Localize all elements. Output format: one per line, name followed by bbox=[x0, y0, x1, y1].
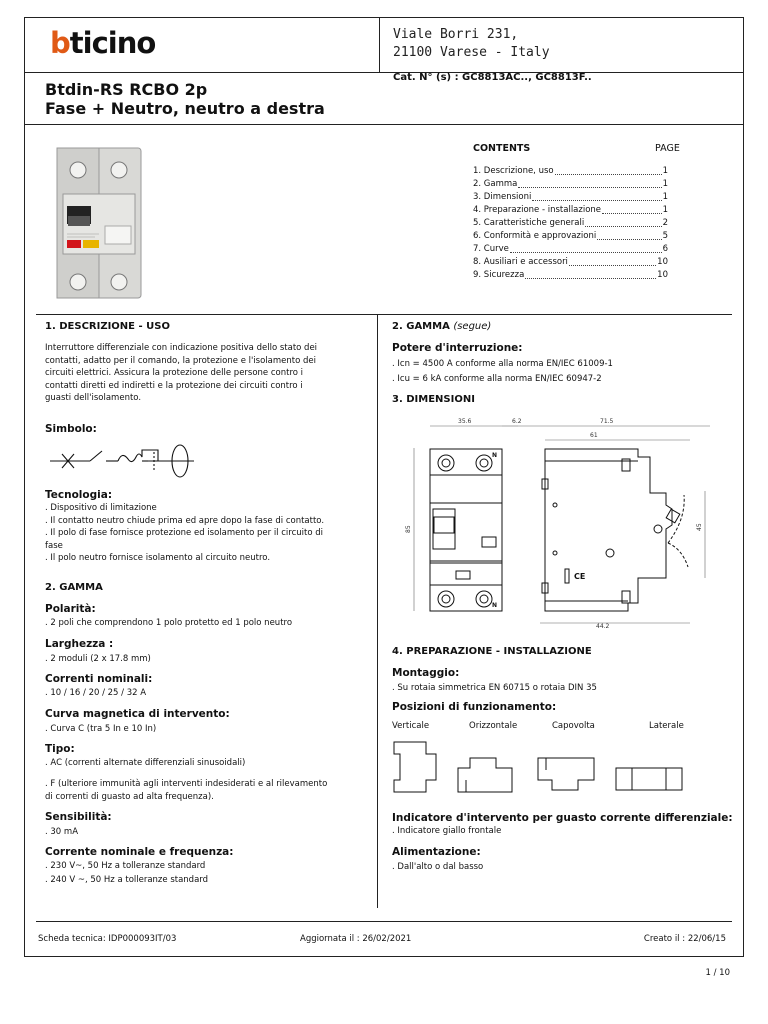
tipo-value-ac: . AC (correnti alternate differenziali sinusoidali) bbox=[45, 758, 246, 768]
footer-creato: Creato il : 22/06/15 bbox=[643, 934, 726, 944]
dimension-drawing bbox=[400, 413, 720, 635]
indicatore-label: Indicatore d'intervento per guasto corrente differenziale: bbox=[392, 812, 733, 824]
section-title-gamma-segue: 2. GAMMA (segue) bbox=[392, 321, 492, 332]
alimentazione-label: Alimentazione: bbox=[392, 846, 481, 858]
tecnologia-text: . Dispositivo di limitazione . Il contatto neutro chiude prima ed apre dopo la fase di contatto. . Il polo di fase fornisce protezione ed isolamento per il circuito di fase . Il polo neutro fornisce isolamento al circuito neutro. bbox=[45, 503, 325, 563]
header-bottom-divider bbox=[24, 124, 744, 125]
curva-value: . Curva C (tra 5 In e 10 In) bbox=[45, 724, 157, 734]
polarita-label: Polarità: bbox=[45, 603, 96, 615]
dim-label: 6.2 bbox=[512, 418, 522, 425]
larghezza-label: Larghezza : bbox=[45, 638, 114, 650]
toc-item[interactable]: 9. Sicurezza 10 bbox=[473, 270, 668, 280]
posizioni-label: Posizioni di funzionamento: bbox=[392, 701, 557, 713]
section-title-gamma: 2. GAMMA bbox=[45, 582, 103, 593]
descrizione-text: Interruttore differenziale con indicazione positiva dello stato dei contatti, adatto per il comando, la protezione e l'isolamento dei circuiti elettrici. Assicura la protezione delle persone contro i contatti diretti ed indiretti e la protezione dei circuiti contro i guasti dell'isolamento. bbox=[45, 343, 318, 403]
potere-value-1: . Icn = 4500 A conforme alla norma EN/IEC 61009-1 bbox=[392, 359, 613, 369]
mounting-positions-diagram bbox=[392, 740, 692, 796]
position-label-verticale: Verticale bbox=[392, 721, 430, 731]
table-of-contents bbox=[473, 165, 668, 282]
toc-item[interactable]: 2. Gamma 1 bbox=[473, 179, 668, 189]
column-divider bbox=[377, 314, 378, 908]
toc-item[interactable]: 8. Ausiliari e accessori 10 bbox=[473, 257, 668, 267]
dim-label: 45 bbox=[696, 523, 703, 531]
montaggio-value: . Su rotaia simmetrica EN 60715 o rotaia DIN 35 bbox=[392, 683, 597, 693]
product-title: Btdin-RS RCBO 2p bbox=[45, 80, 208, 99]
tipo-label: Tipo: bbox=[45, 743, 75, 755]
toc-item[interactable]: 5. Caratteristiche generali 2 bbox=[473, 218, 668, 228]
position-label-capovolta: Capovolta bbox=[552, 721, 595, 731]
simbolo-label: Simbolo: bbox=[45, 423, 97, 435]
sensibilita-value: . 30 mA bbox=[45, 827, 79, 837]
svg-text:N: N bbox=[492, 452, 498, 459]
curva-label: Curva magnetica di intervento: bbox=[45, 708, 230, 720]
sensibilita-label: Sensibilità: bbox=[45, 811, 112, 823]
position-label-orizzontale: Orizzontale bbox=[469, 721, 518, 731]
tipo-value-f: . F (ulteriore immunità agli interventi indesiderati e al rilevamento bbox=[45, 779, 328, 789]
larghezza-value: . 2 moduli (2 x 17.8 mm) bbox=[45, 654, 151, 664]
potere-label: Potere d'interruzione: bbox=[392, 342, 523, 354]
position-laterale-icon bbox=[616, 768, 682, 790]
polarita-value: . 2 poli che comprendono 1 polo protetto ed 1 polo neutro bbox=[45, 618, 293, 628]
product-subtitle: Fase + Neutro, neutro a destra bbox=[45, 99, 325, 118]
alimentazione-value: . Dall'alto o dal basso bbox=[392, 862, 484, 872]
dim-label: 71.5 bbox=[600, 418, 614, 425]
montaggio-label: Montaggio: bbox=[392, 667, 460, 679]
potere-value-2: . Icu = 6 kA conforme alla norma EN/IEC 60947-2 bbox=[392, 374, 602, 384]
toc-item[interactable]: 1. Descrizione, uso 1 bbox=[473, 166, 668, 176]
section-title-descrizione: 1. DESCRIZIONE - USO bbox=[45, 321, 170, 332]
position-verticale-icon bbox=[394, 742, 436, 792]
dim-label: 35.6 bbox=[458, 418, 472, 425]
address-line-2: 21100 Varese - Italy bbox=[393, 45, 550, 60]
section-divider bbox=[36, 314, 732, 315]
section-title-preparazione: 4. PREPARAZIONE - INSTALLAZIONE bbox=[392, 646, 592, 657]
corrente-frequenza-value-2: . 240 V ~, 50 Hz a tolleranze standard bbox=[45, 875, 209, 885]
toc-item[interactable]: 4. Preparazione - installazione 1 bbox=[473, 205, 668, 215]
tecnologia-label: Tecnologia: bbox=[45, 489, 113, 501]
position-label-laterale: Laterale bbox=[649, 721, 684, 731]
toc-item[interactable]: 7. Curve 6 bbox=[473, 244, 668, 254]
footer-divider bbox=[36, 921, 732, 922]
dim-label: 61 bbox=[590, 432, 598, 439]
section-title-dimensioni: 3. DIMENSIONI bbox=[392, 394, 475, 405]
correnti-label: Correnti nominali: bbox=[45, 673, 153, 685]
toc-item[interactable]: 6. Conformità e approvazioni 5 bbox=[473, 231, 668, 241]
header-divider bbox=[24, 72, 744, 73]
toc-item[interactable]: 3. Dimensioni 1 bbox=[473, 192, 668, 202]
address-line-1: Viale Borri 231, bbox=[393, 27, 519, 42]
catalog-number: Cat. N° (s) : GC8813AC.., GC8813F.. bbox=[393, 72, 592, 83]
page-number: 1 / 10 bbox=[705, 968, 730, 978]
dim-label: 44.2 bbox=[596, 623, 610, 630]
product-photo bbox=[55, 146, 143, 300]
footer-aggiornata: Aggiornata il : 26/02/2021 bbox=[300, 934, 412, 944]
footer-scheda-tecnica: Scheda tecnica: IDP000093IT/03 bbox=[38, 934, 177, 944]
svg-text:N: N bbox=[492, 602, 498, 609]
dim-label: 85 bbox=[405, 525, 412, 533]
indicatore-value: . Indicatore giallo frontale bbox=[392, 826, 502, 836]
circuit-symbol bbox=[48, 444, 198, 484]
tipo-value-f-cont: di correnti di guasto ad alta frequenza). bbox=[45, 792, 214, 802]
corrente-frequenza-value-1: . 230 V~, 50 Hz a tolleranze standard bbox=[45, 861, 206, 871]
svg-text:CE: CE bbox=[574, 572, 586, 581]
bticino-logo: bticino bbox=[50, 26, 156, 60]
corrente-frequenza-label: Corrente nominale e frequenza: bbox=[45, 846, 234, 858]
contents-page-heading: PAGE bbox=[655, 143, 680, 154]
correnti-value: . 10 / 16 / 20 / 25 / 32 A bbox=[45, 688, 147, 698]
header-vertical-divider bbox=[379, 17, 380, 72]
contents-heading: CONTENTS bbox=[473, 143, 531, 154]
